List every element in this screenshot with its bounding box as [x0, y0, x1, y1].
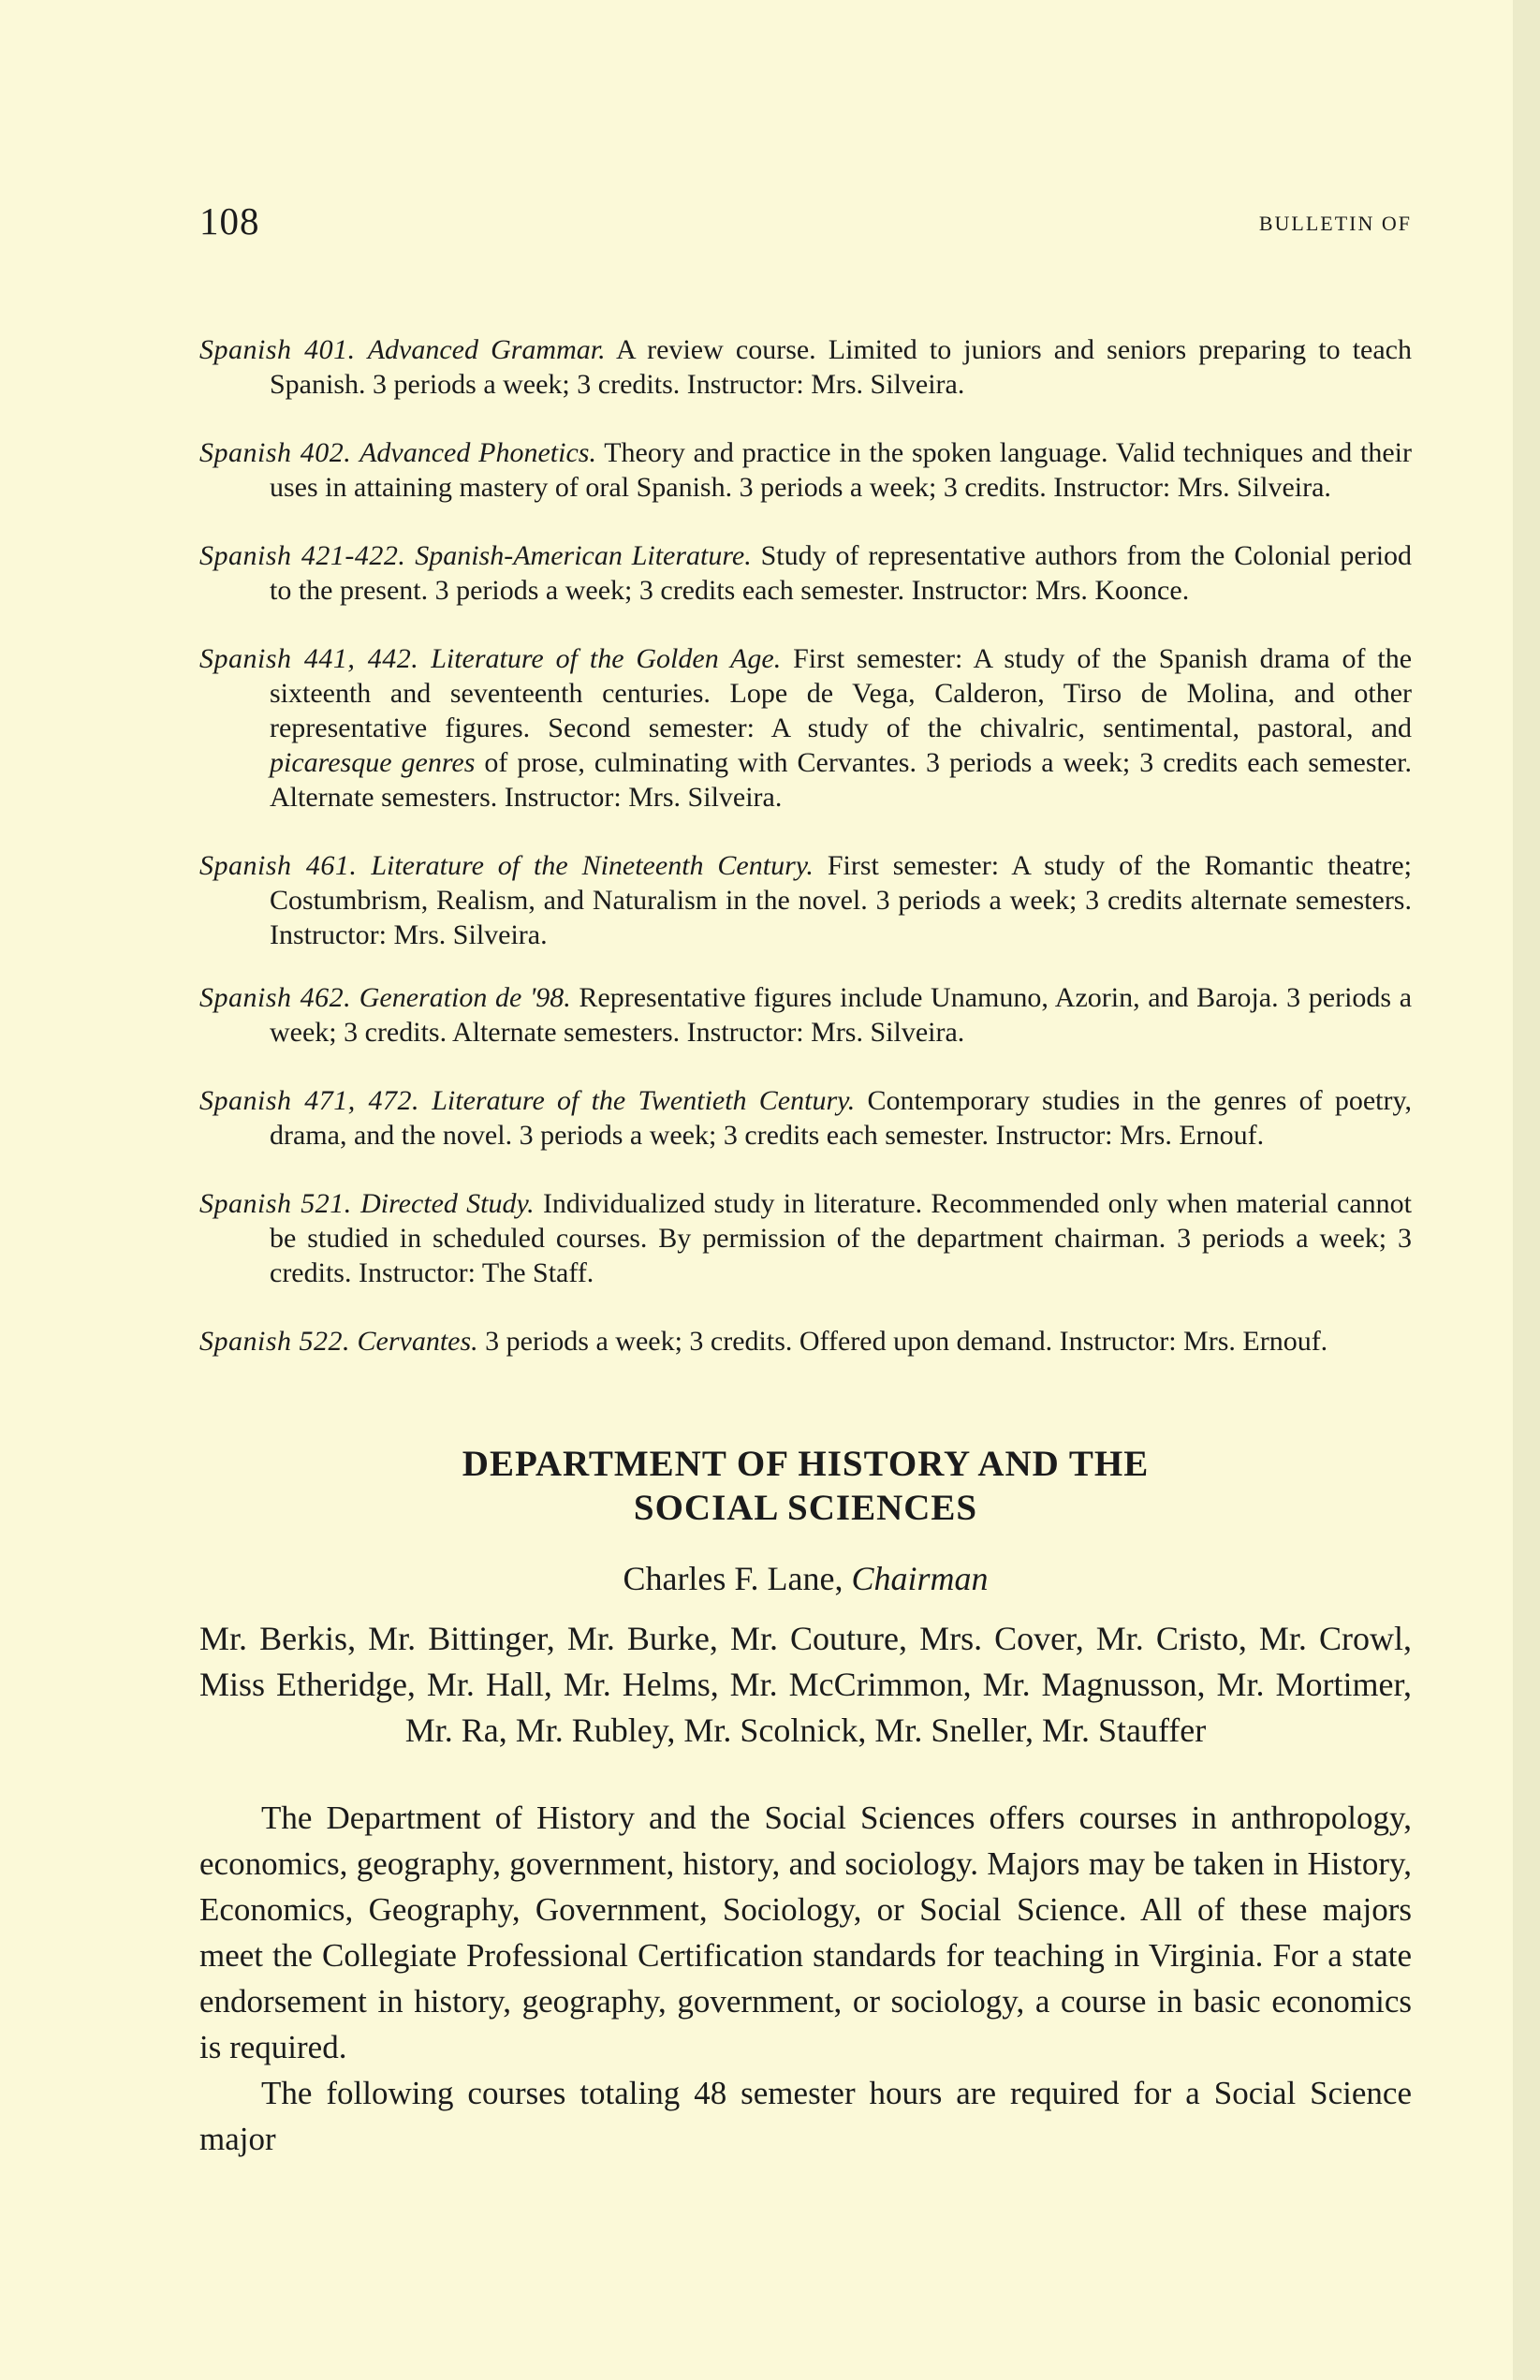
course-entry: [199, 980, 1412, 1050]
course-description-italic: picaresque genres: [270, 747, 476, 778]
department-chair: [199, 1558, 1412, 1599]
course-title: Advanced Phonetics.: [359, 437, 596, 468]
course-number: Spanish 522.: [199, 1326, 351, 1357]
department-heading-line1: DEPARTMENT OF HISTORY AND THE: [462, 1444, 1150, 1484]
course-title: Spanish-American Literature.: [415, 540, 752, 571]
course-description-continued: of prose, culminating with Cervantes. 3 periods a week; 3 credits each semester. Alternate semesters. Instructor: Mrs. Silveira.: [270, 747, 1412, 813]
course-description: Contemporary studies in the genres of poetry, drama, and the novel. 3 periods a week; 3 credits each semester. Instructor: Mrs. Ernouf.: [270, 1085, 1413, 1151]
department-heading: [199, 1442, 1412, 1530]
course-description: A review course. Limited to juniors and seniors preparing to teach Spanish. 3 periods a week; 3 credits. Instructor: Mrs. Silveira.: [270, 334, 1412, 400]
course-number: Spanish 421-422.: [199, 540, 406, 571]
course-description: First semester: A study of the Spanish drama of the sixteenth and seventeenth centuries. Lope de Vega, Calderon, Tirso de Molina, and other representative figures. Second semester: A study of the chivalric, sentimental, pastoral, and: [270, 643, 1413, 743]
course-entry: [199, 1324, 1412, 1359]
course-title: Cervantes.: [357, 1326, 478, 1357]
page-header: [199, 198, 1412, 255]
course-title: Literature of the Twentieth Century.: [432, 1085, 856, 1116]
course-description: Individualized study in literature. Recommended only when material cannot be studied in scheduled courses. By permission of the department chairman. 3 periods a week; 3 credits. Instructor: The Staff.: [270, 1188, 1412, 1288]
course-title: Generation de '98.: [359, 982, 571, 1013]
course-entry: [199, 1083, 1412, 1153]
course-title: Literature of the Nineteenth Century.: [371, 850, 814, 881]
department-heading-line2: SOCIAL SCIENCES: [633, 1488, 978, 1528]
course-title: Advanced Grammar.: [367, 334, 606, 365]
course-number: Spanish 521.: [199, 1188, 352, 1219]
chair-role: Chairman: [851, 1560, 989, 1597]
running-head: BULLETIN OF: [1258, 212, 1412, 235]
course-entry: [199, 848, 1412, 952]
course-entry: [199, 1186, 1412, 1290]
course-entry: [199, 435, 1412, 505]
course-description: Representative figures include Unamuno, Azorin, and Baroja. 3 periods a week; 3 credits. Alternate semesters. Instructor: Mrs. Silveira.: [270, 982, 1413, 1048]
course-description: Study of representative authors from the Colonial period to the present. 3 periods a week; 3 credits each semester. Instructor: Mrs. Koonce.: [270, 540, 1413, 606]
course-entry: [199, 332, 1412, 402]
course-description: Theory and practice in the spoken language. Valid techniques and their uses in attaining mastery of oral Spanish. 3 periods a week; 3 credits. Instructor: Mrs. Silveira.: [270, 437, 1413, 503]
course-description: 3 periods a week; 3 credits. Offered upon demand. Instructor: Mrs. Ernouf.: [477, 1326, 1328, 1357]
course-number: Spanish 471, 472.: [199, 1085, 419, 1116]
course-number: Spanish 401.: [199, 334, 356, 365]
course-title: Directed Study.: [360, 1188, 535, 1219]
history-department-section: [199, 1442, 1412, 2162]
course-title: Literature of the Golden Age.: [431, 643, 782, 674]
course-entry: [199, 538, 1412, 608]
department-description: The Department of History and the Social Sciences offers courses in anthropology, economics, geography, government, history, and sociology. Majors may be taken in History, Economics, Geography, Government, Sociology, or Social Science. All of these majors meet the Collegiate Professional Certification standards for teaching in Virginia. For a state endorsement in history, geography, government, or sociology, a course in basic economics is required.: [199, 1800, 1412, 2065]
course-number: Spanish 402.: [199, 437, 352, 468]
course-description: First semester: A study of the Romantic theatre; Costumbrism, Realism, and Naturalism in the novel. 3 periods a week; 3 credits alternate semesters. Instructor: Mrs. Silveira.: [270, 850, 1413, 950]
faculty-list: Mr. Berkis, Mr. Bittinger, Mr. Burke, Mr. Couture, Mrs. Cover, Mr. Cristo, Mr. Crowl, Miss Etheridge, Mr. Hall, Mr. Helms, Mr. McCrimmon, Mr. Magnusson, Mr. Mortimer, Mr. Ra, Mr. Rubley, Mr. Scolnick, Mr. Sneller, Mr. Stauffer: [199, 1620, 1412, 1749]
course-number: Spanish 441, 442.: [199, 643, 419, 674]
course-number: Spanish 461.: [199, 850, 358, 881]
page-number: 108: [199, 199, 260, 242]
course-entry: [199, 641, 1412, 815]
course-list: [199, 304, 1412, 1392]
chair-name: Charles F. Lane,: [623, 1560, 852, 1597]
course-number: Spanish 462.: [199, 982, 352, 1013]
major-requirements-intro: The following courses totaling 48 semester hours are required for a Social Science major: [199, 2075, 1412, 2157]
